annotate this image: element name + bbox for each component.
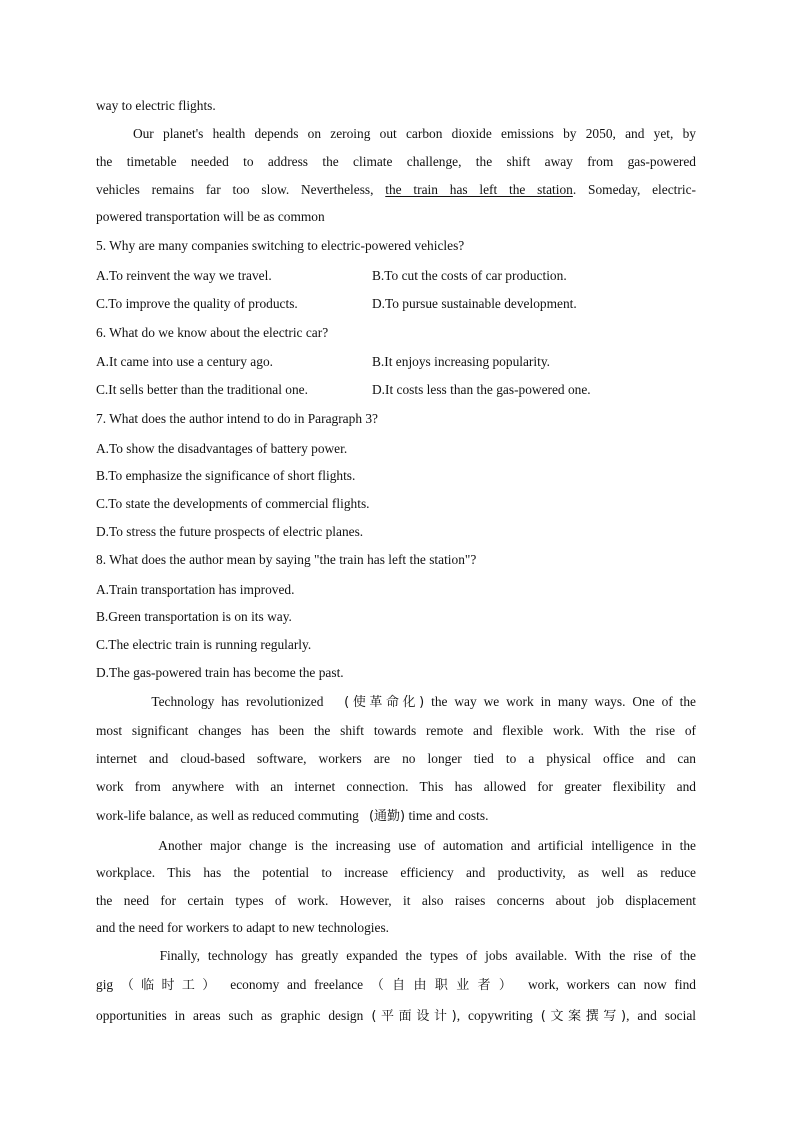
option: C.To state the developments of commercial flights. [96,496,370,511]
passage-line: Technology has revolutionized (使革命化) the way we work in many ways. One of the [151,694,697,710]
option: C.The electric train is running regularly. [96,637,312,652]
chinese-gloss: (通勤) [368,809,406,824]
question-stem: 8. What does the author mean by saying "the train has left the station"? [96,552,477,567]
option: A.To show the disadvantages of battery power. [96,441,348,456]
passage-line: Finally, technology has greatly expanded the types of jobs available. With the rise of the [159,948,697,963]
option: D.To pursue sustainable development. [372,296,577,311]
passage-line: and the need for workers to adapt to new technologies. [96,920,390,935]
question-stem: 5. Why are many companies switching to electric-powered vehicles? [96,238,465,253]
option: A.It came into use a century ago. [96,354,273,369]
option: A.Train transportation has improved. [96,582,295,597]
passage-line: most significant changes has been the shift towards remote and flexible work. With the rise of [96,723,696,738]
option: C.To improve the quality of products. [96,296,298,311]
passage-line: way to electric flights. [96,98,216,113]
option: A.To reinvent the way we travel. [96,268,272,283]
chinese-gloss: (文案撰写) [540,1009,627,1024]
passage-line: Our planet's health depends on zeroing out carbon dioxide emissions by 2050, and yet, by [132,126,696,141]
chinese-gloss: (平面设计) [371,1009,457,1024]
passage-line: vehicles remains far too slow. Nevertheless, the train has left the station. Someday, electric- [96,182,696,197]
passage-line: workplace. This has the potential to increase efficiency and productivity, as well as reduce [96,865,696,880]
option: B.To cut the costs of car production. [372,268,567,283]
passage-line: internet and cloud-based software, workers are no longer tied to a physical office and can [96,751,696,766]
option: B.To emphasize the significance of short flights. [96,468,356,483]
passage-line: the timetable needed to address the climate challenge, the shift away from gas-powered [96,154,696,169]
option: B.It enjoys increasing popularity. [372,354,551,369]
option: D.The gas-powered train has become the past. [96,665,344,680]
underlined-phrase: the train has left the station [385,182,573,197]
chinese-gloss: (使革命化) [344,695,425,710]
question-stem: 7. What does the author intend to do in Paragraph 3? [96,411,379,426]
option: B.Green transportation is on its way. [96,609,292,624]
chinese-gloss: （自由职业者） [370,978,521,993]
option: D.To stress the future prospects of electric planes. [96,524,364,539]
chinese-gloss: （临时工） [120,978,223,993]
passage-line: opportunities in areas such as graphic design (平面设计), copywriting (文案撰写), and social [96,1008,696,1024]
passage-line: powered transportation will be as common [96,209,325,224]
passage-line: Another major change is the increasing use of automation and artificial intelligence in the [158,838,696,853]
option: C.It sells better than the traditional one. [96,382,308,397]
passage-line: work from anywhere with an internet connection. This has allowed for greater flexibility and [96,779,696,794]
option: D.It costs less than the gas-powered one. [372,382,591,397]
passage-line: work-life balance, as well as reduced commuting (通勤) time and costs. [96,808,489,824]
question-stem: 6. What do we know about the electric car? [96,325,329,340]
passage-line: the need for certain types of work. However, it also raises concerns about job displacement [96,893,696,908]
passage-line: gig （临时工） economy and freelance （自由职业者） work, workers can now find [96,977,696,993]
